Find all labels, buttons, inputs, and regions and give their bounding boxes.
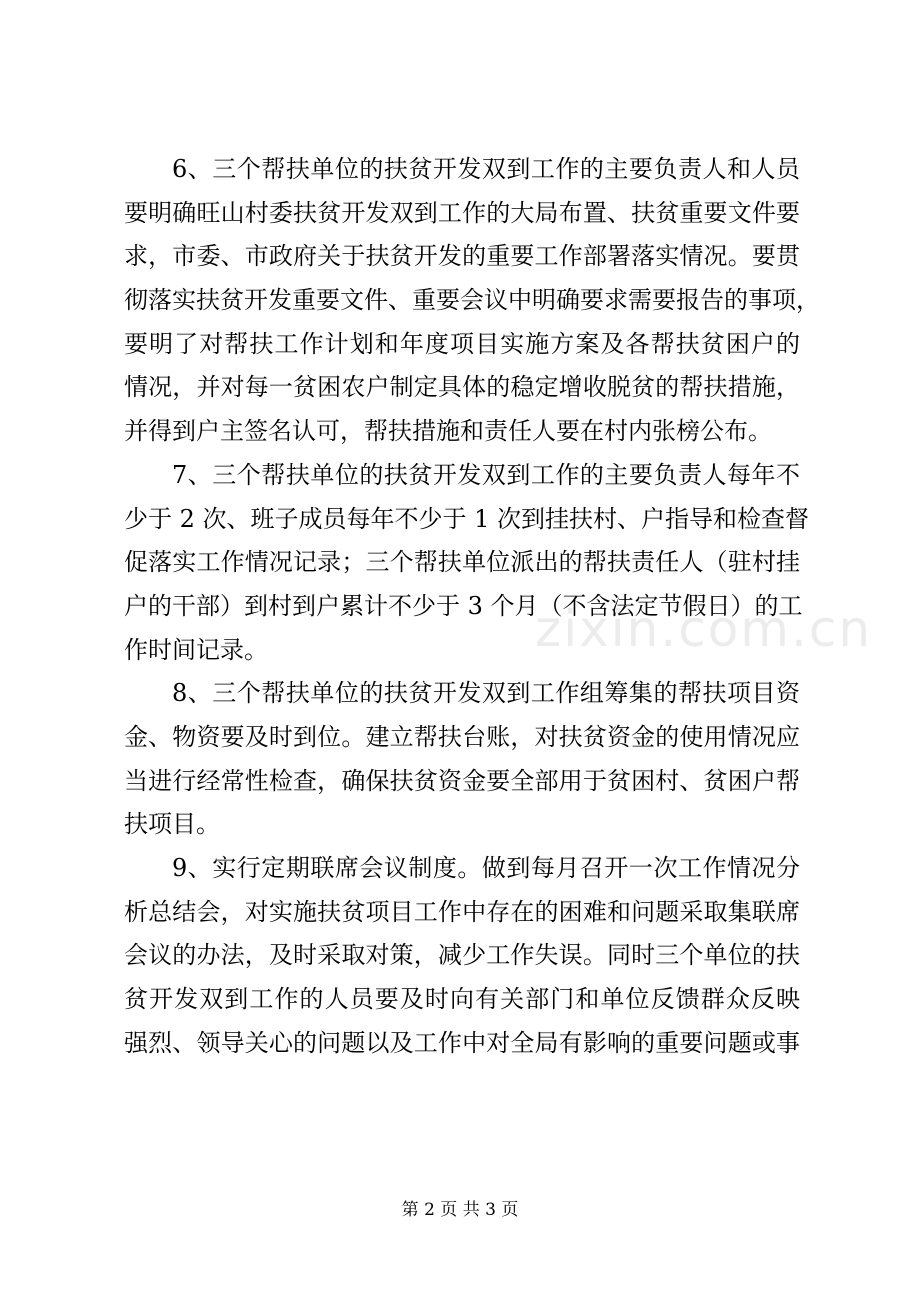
text-line: 9、实行定期联席会议制度。做到每月召开一次工作情况分 [172,854,800,882]
text-line: 要明确旺山村委扶贫开发双到工作的大局布置、扶贫重要文件要 [124,198,800,227]
text-line: 少于 2 次、班子成员每年不少于 1 次到挂扶村、户指导和检查督 [124,504,810,533]
text-line: 贫开发双到工作的人员要及时向有关部门和单位反馈群众反映 [124,985,800,1014]
text-line: 强烈、领导关心的问题以及工作中对全局有影响的重要问题或事 [124,1028,800,1057]
text-line: 会议的办法，及时采取对策，减少工作失误。同时三个单位的扶 [124,941,800,970]
text-line: 并得到户主签名认可，帮扶措施和责任人要在村内张榜公布。 [124,417,772,446]
text-line: 促落实工作情况记录；三个帮扶单位派出的帮扶责任人（驻村挂 [124,548,800,577]
text-line: 8、三个帮扶单位的扶贫开发双到工作组筹集的帮扶项目资 [172,679,800,708]
text-line: 6、三个帮扶单位的扶贫开发双到工作的主要负责人和人员 [172,155,800,183]
text-line: 户的干部）到村到户累计不少于 3 个月（不含法定节假日）的工 [124,591,803,620]
text-line: 作时间记录。 [124,635,268,664]
text-line: 7、三个帮扶单位的扶贫开发双到工作的主要负责人每年不 [172,460,800,489]
paragraph-8 [124,672,800,847]
text-line: 情况，并对每一贫困农户制定具体的稳定增收脱贫的帮扶措施， [124,373,800,402]
text-line: 析总结会，对实施扶贫项目工作中存在的困难和问题采取集联席 [124,897,800,926]
paragraph-9 [124,847,800,1065]
paragraph-6 [124,148,820,454]
watermark: zixin.com.cn [535,600,873,658]
text-line: 扶项目。 [124,810,220,839]
text-line: 当进行经常性检查，确保扶贫资金要全部用于贫困村、贫困户帮 [124,766,800,795]
text-line: 要明了对帮扶工作计划和年度项目实施方案及各帮扶贫困户的 [124,329,800,358]
text-line: 求，市委、市政府关于扶贫开发的重要工作部署落实情况。要贯 [124,242,800,271]
text-line: 彻落实扶贫开发重要文件、重要会议中明确要求需要报告的事项， [124,286,820,315]
text-line: 金、物资要及时到位。建立帮扶台账，对扶贫资金的使用情况应 [124,722,800,751]
page-number-footer: 第 2 页 共 3 页 [401,1200,519,1220]
